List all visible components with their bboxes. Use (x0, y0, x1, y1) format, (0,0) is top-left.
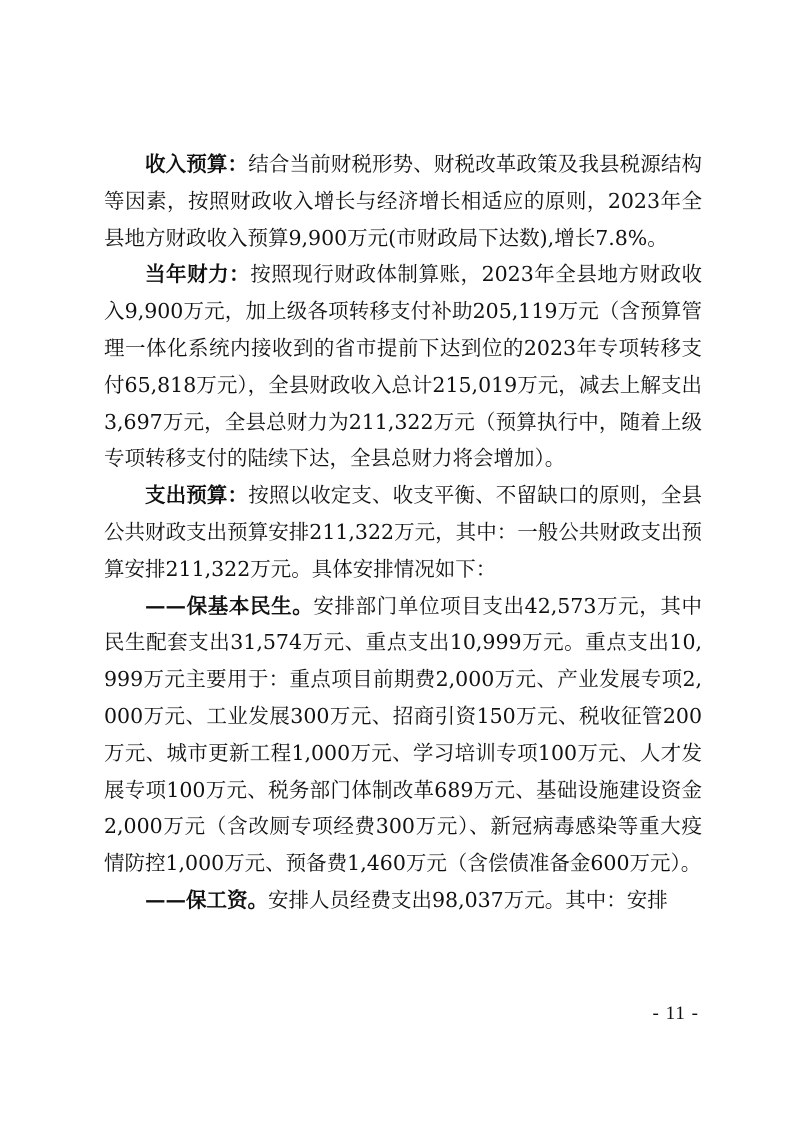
paragraph-text: 结合当前财税形势、财税改革政策及我县税源结构等因素，按照财政收入增长与经济增长相适应的原则，2023年全县地方财政收入预算9,900万元(市财政局下达数),增长7.8%。 (104, 152, 703, 250)
paragraph-text: 安排部门单位项目支出42,573万元，其中民生配套支出31,574万元、重点支出10,999万元。重点支出10,999万元主要用于：重点项目前期费2,000万元、产业发展专项2,000万元、工业发展300万元、招商引资150万元、税收征管200万元、城市更新工程1,000万元、学习培训专项100万元、人才发展专项100万元、税务部门体制改革689万元、基础设施建设资金2,000万元（含改厕专项经费300万元）、新冠病毒感染等重大疫情防控1,000万元、预备费1,460万元（含偿债准备金600万元）。 (104, 593, 703, 876)
paragraph-heading: ——保工资。 (145, 887, 268, 912)
paragraph-basic-livelihood (104, 588, 702, 882)
paragraph-revenue-budget (104, 146, 702, 256)
paragraph-text: 按照以收定支、收支平衡、不留缺口的原则，全县公共财政支出预算安排211,322万元，其中：一般公共财政支出预算安排211,322万元。具体安排情况如下： (104, 483, 703, 581)
paragraph-heading: 当年财力： (145, 262, 251, 287)
page-number: - 11 - (652, 1003, 699, 1024)
paragraph-heading: ——保基本民生。 (145, 593, 314, 618)
paragraph-current-year-resources (104, 256, 702, 477)
paragraph-expenditure-budget (104, 477, 702, 587)
paragraph-text: 安排人员经费支出98,037万元。其中：安排 (268, 887, 668, 912)
document-body (104, 146, 702, 919)
paragraph-heading: 支出预算： (145, 483, 249, 508)
paragraph-heading: 收入预算： (145, 152, 249, 176)
paragraph-wages (104, 882, 702, 919)
paragraph-text: 按照现行财政体制算账，2023年全县地方财政收入9,900万元，加上级各项转移支付补助205,119万元（含预算管理一体化系统内接收到的省市提前下达到位的2023年专项转移支付65,818万元），全县财政收入总计215,019万元，减去上解支出3,697万元，全县总财力为211,322万元（预算执行中，随着上级专项转移支付的陆续下达，全县总财力将会增加）。 (104, 262, 703, 471)
